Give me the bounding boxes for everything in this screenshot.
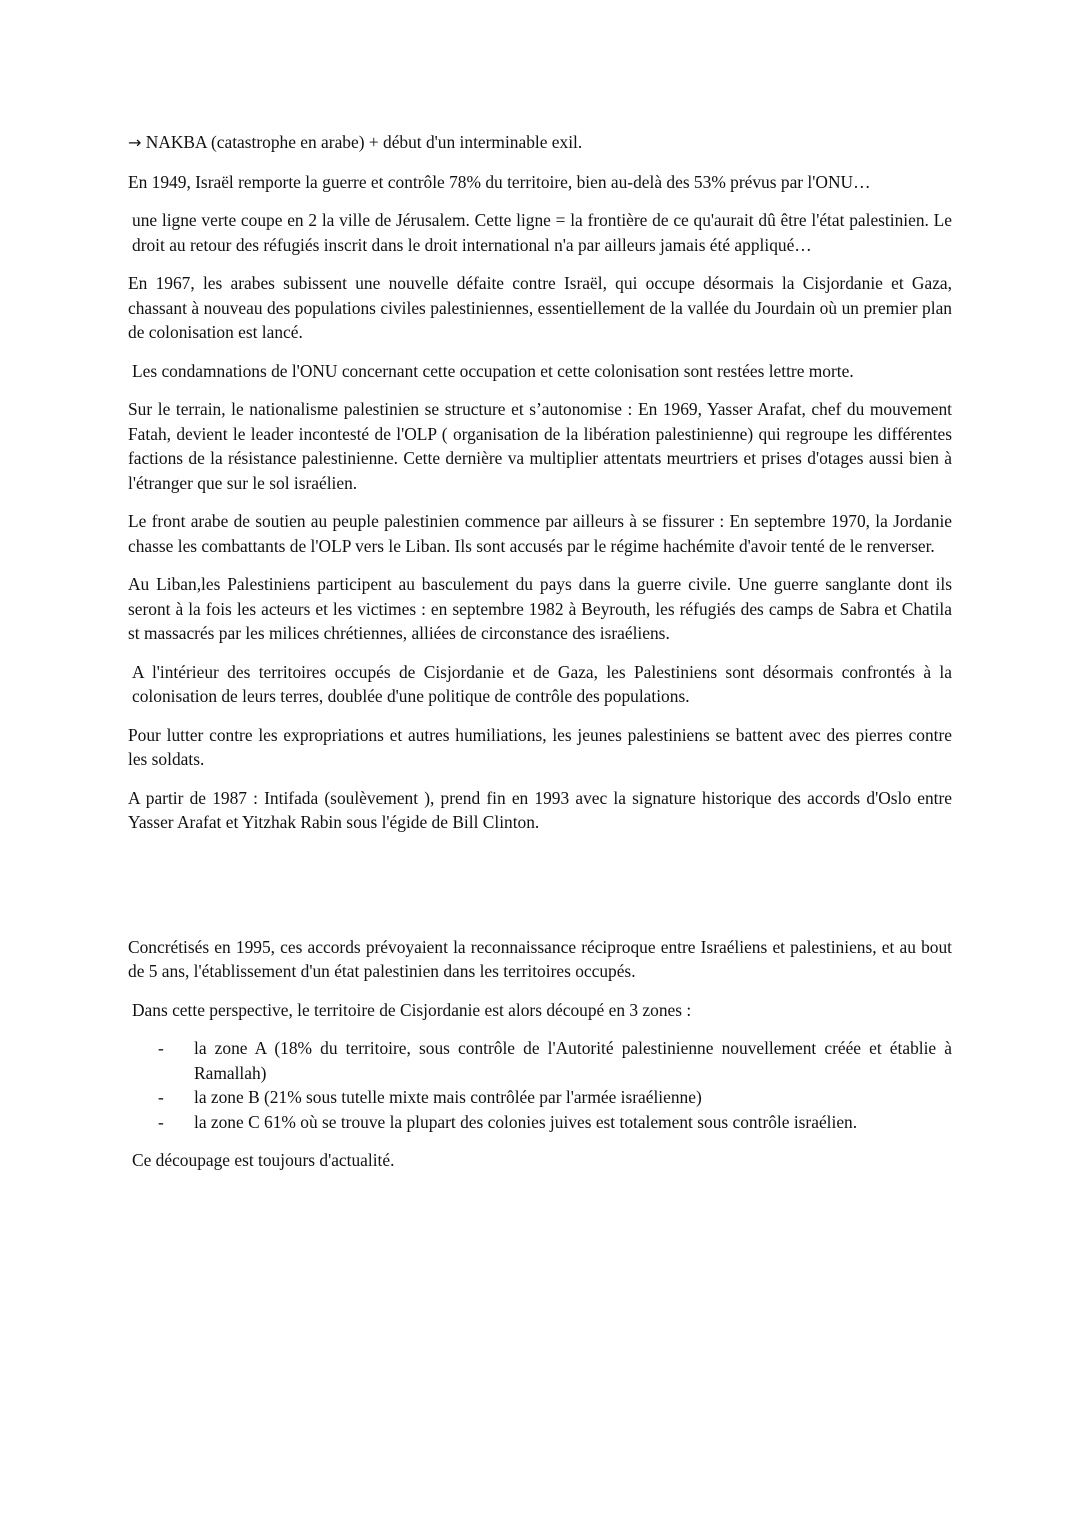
paragraph-perspective: Dans cette perspective, le territoire de Cisjordanie est alors découpé en 3 zones : bbox=[132, 999, 692, 1020]
paragraph-onu: Les condamnations de l'ONU concernant cette occupation et cette colonisation sont restées lettre morte. bbox=[132, 360, 854, 381]
paragraph-pierres: Pour lutter contre les expropriations et autres humiliations, les jeunes palestiniens se battent avec des pierres contre les soldats. bbox=[128, 724, 952, 769]
paragraph-1949: En 1949, Israël remporte la guerre et contrôle 78% du territoire, bien au-delà des 53% prévus par l'ONU… bbox=[128, 171, 871, 192]
paragraph-1967: En 1967, les arabes subissent une nouvelle défaite contre Israël, qui occupe désormais la Cisjordanie et Gaza, chassant à nouveau des populations civiles palestiniennes, essentiellement de la vallée du Jourdain où un premier plan de colonisation est lancé. bbox=[128, 273, 952, 342]
dash-bullet: - bbox=[158, 1038, 164, 1058]
zones-list bbox=[128, 1036, 952, 1134]
list-item-zone-c bbox=[128, 1110, 952, 1135]
zone-c-text: la zone C 61% où se trouve la plupart des colonies juives est totalement sous contrôle israélien. bbox=[194, 1111, 858, 1132]
paragraph-jordanie: Le front arabe de soutien au peuple palestinien commence par ailleurs à se fissurer : En septembre 1970, la Jordanie chasse les combattants de l'OLP vers le Liban. Ils sont accusés par le régime hachémite d'avoir tenté de le renverser. bbox=[128, 511, 952, 556]
dash-bullet: - bbox=[158, 1087, 164, 1107]
document-page bbox=[128, 130, 952, 1187]
zone-a-text: la zone A (18% du territoire, sous contrôle de l'Autorité palestinienne nouvellement créée et établie à Ramallah) bbox=[194, 1038, 952, 1083]
dash-bullet: - bbox=[158, 1111, 164, 1132]
paragraph-nakba bbox=[128, 130, 952, 156]
paragraph-nakba-text: NAKBA (catastrophe en arabe) + début d'un interminable exil. bbox=[141, 132, 583, 152]
zone-b-text: la zone B (21% sous tutelle mixte mais contrôlée par l'armée israélienne) bbox=[194, 1087, 702, 1107]
blank-spacer bbox=[128, 849, 952, 935]
paragraph-actualite: Ce découpage est toujours d'actualité. bbox=[132, 1150, 395, 1170]
right-arrow-icon: → bbox=[128, 133, 142, 152]
paragraph-liban: Au Liban,les Palestiniens participent au basculement du pays dans la guerre civile. Une guerre sanglante dont ils seront à la fois les acteurs et les victimes : en septembre 1982 à Beyrouth, les réfugiés des camps de Sabra et Chatila st massacrés par les milices chrétiennes, alliées de circonstance des israéliens. bbox=[128, 574, 952, 643]
paragraph-olp: Sur le terrain, le nationalisme palestinien se structure et s’autonomise : En 1969, Yasser Arafat, chef du mouvement Fatah, devient le leader incontesté de l'OLP ( organisation de la libération palestinienne) qui regroupe les différentes factions de la résistance palestinienne. Cette dernière va multiplier attentats meurtriers et prises d'otages aussi bien à l'étranger que sur le sol israélien. bbox=[128, 399, 952, 493]
list-item-zone-a bbox=[128, 1036, 952, 1085]
paragraph-ligne-verte: une ligne verte coupe en 2 la ville de Jérusalem. Cette ligne = la frontière de ce qu'aurait dû être l'état palestinien. Le droit au retour des réfugiés inscrit dans le droit international n'a par ailleurs jamais été appliqué… bbox=[132, 210, 952, 255]
paragraph-intifada: A partir de 1987 : Intifada (soulèvement ), prend fin en 1993 avec la signature historique des accords d'Oslo entre Yasser Arafat et Yitzhak Rabin sous l'égide de Bill Clinton. bbox=[128, 787, 952, 832]
list-item-zone-b bbox=[128, 1085, 952, 1110]
paragraph-1995: Concrétisés en 1995, ces accords prévoyaient la reconnaissance réciproque entre Israéliens et palestiniens, et au bout de 5 ans, l'établissement d'un état palestinien dans les territoires occupés. bbox=[128, 936, 952, 981]
paragraph-territoires: A l'intérieur des territoires occupés de Cisjordanie et de Gaza, les Palestiniens sont désormais confrontés à la colonisation de leurs terres, doublée d'une politique de contrôle des populations. bbox=[132, 661, 952, 706]
